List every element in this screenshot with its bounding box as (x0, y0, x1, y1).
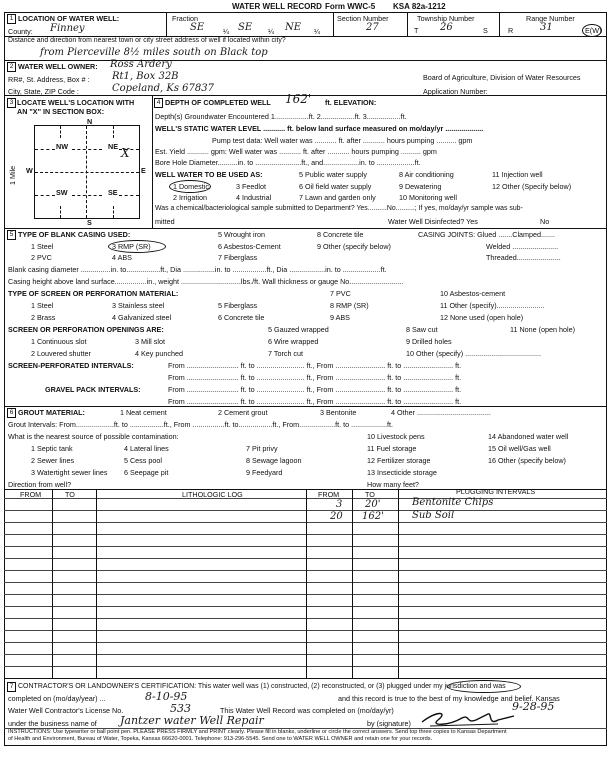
screen-7[interactable]: 7 PVC (330, 289, 351, 298)
north-label: N (87, 117, 93, 126)
casing-1[interactable]: 1 Steel (31, 242, 54, 251)
instructions-line-1: INSTRUCTIONS: Use typewriter or ball point pen. PLEASE PRESS FIRMLY and PRINT clearly. Please fill in blanks, underline or circle the correct answers. Send top three copies to Kansas Department (8, 729, 507, 735)
section-2-number: 2 (7, 62, 16, 72)
screen-1[interactable]: 1 Steel (31, 301, 54, 310)
fraction-1: SE (190, 22, 205, 33)
record-completed-label: This Water Well Record was completed on (mo/day/yr) (220, 706, 394, 715)
quarter-2: ¼ (268, 27, 274, 36)
use-label: WELL WATER TO BE USED AS: (155, 170, 263, 179)
screen-2[interactable]: 2 Brass (31, 313, 56, 322)
grout-4[interactable]: 4 Other ..................................... (391, 408, 491, 417)
location-label: LOCATION OF WATER WELL: (18, 14, 120, 23)
grout-2[interactable]: 2 Cement grout (218, 408, 268, 417)
east-label: E (141, 166, 146, 175)
ne-label: NE (108, 142, 118, 151)
use-12[interactable]: 12 Other (Specify below) (492, 182, 572, 191)
city-value: Copeland, Ks 67837 (112, 83, 214, 94)
screen-6[interactable]: 6 Concrete tile (218, 313, 265, 322)
screen-8[interactable]: 8 RMP (SR) (330, 301, 369, 310)
screen-intervals-row-1: From .......................... ft. to ........................ ft., From ......................... ft. to ......................... ft. (168, 361, 462, 370)
contam-4[interactable]: 4 Lateral lines (124, 444, 169, 453)
section-1-number: 1 (7, 14, 16, 24)
fraction-label: Fraction (172, 14, 198, 23)
casing-9[interactable]: 9 Other (specify below) (317, 242, 391, 251)
owner-value: Ross Ardery (110, 59, 172, 70)
gravel-pack-label: GRAVEL PACK INTERVALS: (45, 385, 141, 394)
screen-10[interactable]: 10 Asbestos-cement (440, 289, 506, 298)
use-10[interactable]: 10 Monitoring well (399, 193, 457, 202)
locate-label-2: AN "X" IN SECTION BOX: (17, 107, 105, 116)
township-value: 26 (440, 22, 453, 33)
contam-8[interactable]: 8 Sewage lagoon (246, 456, 302, 465)
log-from-header: FROM (20, 490, 42, 499)
screen-4[interactable]: 4 Galvanized steel (112, 313, 172, 322)
how-many-feet-label: How many feet? (367, 480, 419, 489)
locate-label: LOCATE WELL'S LOCATION WITH (17, 98, 135, 107)
opening-3[interactable]: 3 Mill slot (135, 337, 165, 346)
screen-11[interactable]: 11 Other (specify)........................ (440, 301, 545, 310)
opening-1[interactable]: 1 Continuous slot (31, 337, 87, 346)
contam-5[interactable]: 5 Cess pool (124, 456, 162, 465)
casing-label: TYPE OF BLANK CASING USED: (18, 230, 131, 239)
business-name-value: Jantzer water Well Repair (120, 714, 264, 727)
range-r: R (508, 26, 514, 35)
signature (418, 708, 528, 730)
well-x-mark: X (121, 146, 130, 160)
opening-10[interactable]: 10 Other (specify) ...................................... (406, 349, 542, 358)
township-s: S (483, 26, 488, 35)
use-2[interactable]: 2 Irrigation (173, 193, 207, 202)
use-5[interactable]: 5 Public water supply (299, 170, 367, 179)
form-title: WATER WELL RECORD (232, 2, 322, 11)
address-label: RR#, St. Address, Box # : (8, 75, 90, 84)
section-3-number: 3 (7, 98, 16, 108)
sw-label: SW (56, 188, 68, 197)
plug-from-header: FROM (318, 490, 340, 499)
contam-11[interactable]: 11 Fuel storage (367, 444, 417, 453)
completed-label: completed on (mo/day/year) ... (8, 694, 106, 703)
fraction-3: NE (285, 22, 302, 33)
pump-test-line: Pump test data: Well water was ........... ft. after ........... hours pumping .......... gpm (212, 136, 473, 145)
contam-9[interactable]: 9 Feedyard (246, 468, 283, 477)
fraction-2: SE (238, 22, 253, 33)
certification-text: CONTRACTOR'S OR LANDOWNER'S CERTIFICATION: This water well was (1) constructed, (2) reconstructed, or (3) plugged under my jurisdiction and was (18, 683, 506, 690)
screen-3[interactable]: 3 Stainless steel (112, 301, 165, 310)
joints-threaded: Threaded...................... (486, 253, 561, 262)
casing-7[interactable]: 7 Fiberglass (218, 253, 258, 262)
use-3[interactable]: 3 Feedlot (236, 182, 266, 191)
static-level-line: WELL'S STATIC WATER LEVEL ........... ft. below land surface measured on mo/day/yr ................... (155, 124, 484, 133)
license-label: Water Well Contractor's License No. (8, 706, 124, 715)
quarter-1: ¼ (223, 27, 229, 36)
contam-3[interactable]: 3 Watertight sewer lines (31, 468, 108, 477)
contam-16[interactable]: 16 Other (specify below) (488, 456, 566, 465)
casing-6[interactable]: 6 Asbestos-Cement (218, 242, 281, 251)
screen-intervals-row-2: From .......................... ft. to ........................ ft., From ......................... ft. to ......................... ft. (168, 373, 462, 382)
contam-10[interactable]: 10 Livestock pens (367, 432, 425, 441)
city-label: City, State, ZIP Code : (8, 87, 79, 96)
use-11[interactable]: 11 Injection well (492, 170, 543, 179)
distance-value: from Pierceville 8½ miles south on Black top (40, 47, 268, 58)
use-4[interactable]: 4 Industrial (236, 193, 272, 202)
form-number: Form WWC-5 (325, 2, 376, 11)
section-number-label: Section Number (337, 14, 389, 23)
openings-label: SCREEN OR PERFORATION OPENINGS ARE: (8, 325, 164, 334)
use-6[interactable]: 6 Oil field water supply (299, 182, 372, 191)
use-8[interactable]: 8 Air conditioning (399, 170, 454, 179)
section-number-value: 27 (366, 22, 379, 33)
opening-8[interactable]: 8 Saw cut (406, 325, 438, 334)
plug-row-2-desc: Sub Soil (412, 510, 455, 521)
elevation-label: ft. ELEVATION: (325, 98, 377, 107)
joints-welded: Welded ....................... (486, 242, 559, 251)
opening-7[interactable]: 7 Torch cut (268, 349, 304, 358)
township-label: Township Number (417, 14, 475, 23)
contam-14[interactable]: 14 Abandoned water well (488, 432, 569, 441)
completed-date: 8-10-95 (145, 690, 188, 703)
chemical-sample-line: Was a chemical/bacteriological sample submitted to Department? Yes..........No..........; If yes, mo/day/yr sample was sub- (155, 205, 523, 212)
depth-value: 162' (285, 92, 312, 106)
plug-row-2-to: 162' (362, 511, 384, 522)
distance-label: Distance and direction from nearest town or city street address of well if located within city? (8, 37, 286, 44)
opening-11[interactable]: 11 None (open hole) (510, 325, 575, 334)
depth-label: DEPTH OF COMPLETED WELL (165, 98, 271, 107)
casing-4[interactable]: 4 ABS (112, 253, 132, 262)
south-label: S (87, 218, 92, 227)
mile-label: 1 Mile (8, 165, 17, 185)
casing-height-line: Casing height above land surface................in., weight ..............................lbs./ft. Wall thickness or gauge No........................... (8, 277, 404, 286)
use-1[interactable]: 1 Domestic (173, 182, 209, 191)
true-record-text: and this record is true to the best of my knowledge and belief. Kansas (338, 694, 560, 703)
se-label: SE (108, 188, 118, 197)
instructions-line-2: of Health and Environment, Bureau of Water, Topeka, Kansas 66620-0001. Telephone: 913-296-5545. Send one to WATER WELL OWNER and retain one for your records. (8, 736, 433, 742)
casing-2[interactable]: 2 PVC (31, 253, 52, 262)
quarter-3: ¼ (314, 27, 320, 36)
gravel-row-1: From .......................... ft. to ........................ ft., From ......................... ft. to ......................... ft. (168, 385, 462, 394)
contam-2[interactable]: 2 Sewer lines (31, 456, 75, 465)
signature-label: by (signature) (367, 719, 411, 728)
lithologic-log-header: LITHOLOGIC LOG (182, 490, 243, 499)
casing-diameter-line: Blank casing diameter ...............in. to.................ft., Dia ................in. to .................ft., Dia ..................in. to ...................ft. (8, 265, 387, 274)
opening-4[interactable]: 4 Key punched (135, 349, 183, 358)
screen-12[interactable]: 12 None used (open hole) (440, 313, 524, 322)
section-5-number: 5 (7, 230, 16, 240)
section-6-number: 6 (7, 408, 16, 418)
grout-intervals-line: Grout Intervals: From...................ft. to .................ft., From ................ft. to.................ft., From..................ft. to ..................ft. (8, 420, 394, 429)
range-value: 31 (540, 22, 553, 33)
township-t: T (414, 26, 419, 35)
disinfected-label: Water Well Disinfected? Yes (388, 217, 478, 226)
opening-6[interactable]: 6 Wire wrapped (268, 337, 319, 346)
contam-12[interactable]: 12 Fertilizer storage (367, 456, 431, 465)
section-4-number: 4 (154, 98, 163, 108)
plug-row-1-from: 3 (336, 499, 343, 510)
screen-9[interactable]: 9 ABS (330, 313, 350, 322)
screen-intervals-label: SCREEN-PERFORATED INTERVALS: (8, 361, 134, 370)
nw-label: NW (56, 142, 68, 151)
opening-5[interactable]: 5 Gauzed wrapped (268, 325, 329, 334)
contam-6[interactable]: 6 Seepage pit (124, 468, 169, 477)
plugging-intervals-header: PLUGGING INTERVALS (456, 487, 536, 496)
casing-joints: CASING JOINTS: Glued .......Clamped....... (418, 230, 556, 239)
grout-1[interactable]: 1 Neat cement (120, 408, 167, 417)
casing-5[interactable]: 5 Wrought iron (218, 230, 266, 239)
record-completed-date: 9-28-95 (512, 700, 555, 713)
opening-9[interactable]: 9 Drilled holes (406, 337, 452, 346)
board-label: Board of Agriculture, Division of Water Resources (423, 73, 581, 82)
contam-1[interactable]: 1 Septic tank (31, 444, 73, 453)
plug-row-1-desc: Bentonite Chips (412, 497, 494, 508)
log-to-header: TO (65, 490, 75, 499)
contamination-label: What is the nearest source of possible contamination: (8, 432, 179, 441)
casing-3[interactable]: 3 RMP (SR) (112, 242, 151, 251)
screen-5[interactable]: 5 Fiberglass (218, 301, 258, 310)
contam-7[interactable]: 7 Pit privy (246, 444, 278, 453)
use-7[interactable]: 7 Lawn and garden only (299, 193, 376, 202)
range-label: Range Number (526, 14, 575, 23)
groundwater-line: Depth(s) Groundwater Encountered 1.................ft. 2.................ft. 3.................ft. (155, 112, 407, 121)
west-label: W (26, 166, 33, 175)
casing-8[interactable]: 8 Concrete tile (317, 230, 364, 239)
county-value: Finney (50, 23, 85, 34)
screen-type-label: TYPE OF SCREEN OR PERFORATION MATERIAL: (8, 289, 179, 298)
gravel-row-2: From .......................... ft. to ........................ ft., From ......................... ft. to ......................... ft. (168, 397, 462, 406)
address-value: Rt1, Box 32B (112, 71, 179, 82)
license-number: 533 (170, 702, 191, 715)
section-7-number: 7 (7, 682, 16, 692)
ksa-number: KSA 82a-1212 (393, 2, 446, 11)
application-number-label: Application Number: (423, 87, 488, 96)
use-9[interactable]: 9 Dewatering (399, 182, 442, 191)
plug-to-header: TO (365, 490, 375, 499)
owner-label: WATER WELL OWNER: (18, 62, 98, 71)
contam-15[interactable]: 15 Oil well/Gas well (488, 444, 551, 453)
yield-line: Est. Yield ........... gpm: Well water was ........... ft. after ........... hours pumping .......... gpm (155, 147, 437, 156)
plug-row-2-from: 20 (330, 511, 343, 522)
grout-label: GROUT MATERIAL: (18, 408, 85, 417)
grout-3[interactable]: 3 Bentonite (320, 408, 357, 417)
county-label: County: (8, 27, 33, 36)
mitted-text: mitted (155, 217, 175, 226)
section-box[interactable] (34, 125, 140, 219)
bore-line: Bore Hole Diameter..........in. to .......................ft., and..................in. to ...................ft. (155, 158, 421, 167)
opening-2[interactable]: 2 Louvered shutter (31, 349, 91, 358)
direction-label: Direction from well? (8, 480, 72, 489)
contam-13[interactable]: 13 Insecticide storage (367, 468, 437, 477)
range-ew: E(W) (585, 26, 602, 35)
disinfected-no: No (540, 217, 550, 226)
business-name-label: under the business name of (8, 719, 97, 728)
plug-row-1-to: 20' (365, 499, 381, 510)
